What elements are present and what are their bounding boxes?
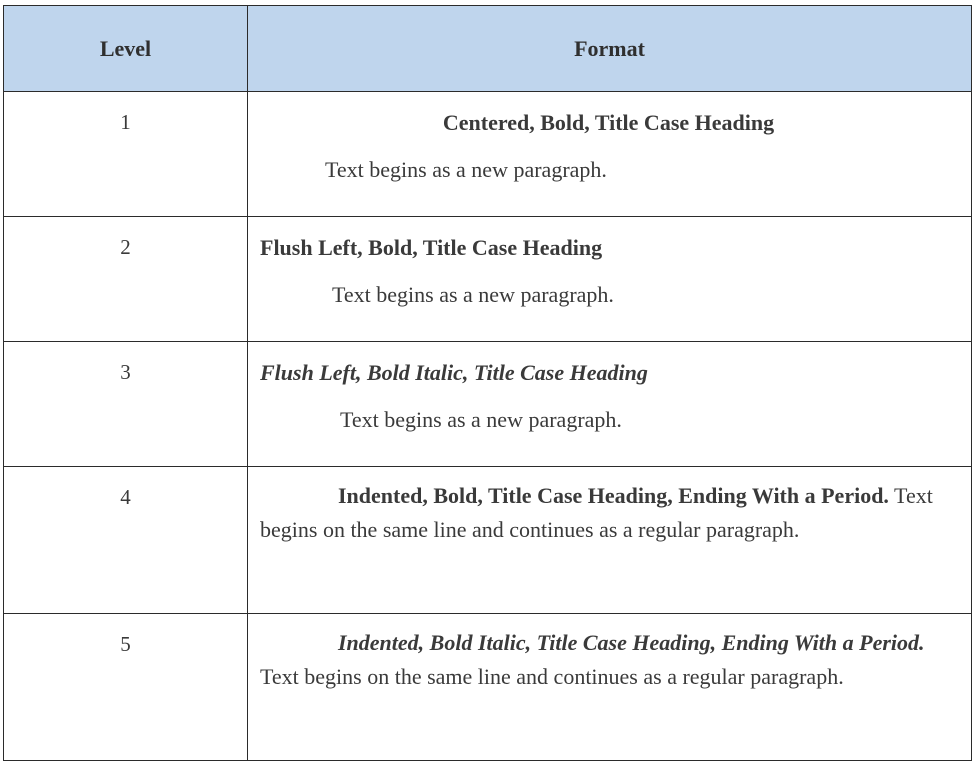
format-cell xyxy=(248,217,972,342)
format-cell xyxy=(248,342,972,467)
heading-example: Indented, Bold Italic, Title Case Heading, Ending With a Period. xyxy=(338,630,925,655)
level-cell: 3 xyxy=(4,342,248,467)
table-row xyxy=(4,614,972,761)
body-text-example: Text begins as a new paragraph. xyxy=(332,282,614,307)
body-text-example: Text begins as a new paragraph. xyxy=(325,157,607,182)
format-cell xyxy=(248,467,972,614)
table-row xyxy=(4,92,972,217)
format-cell xyxy=(248,92,972,217)
table-row xyxy=(4,467,972,614)
level-cell: 5 xyxy=(4,614,248,761)
format-column-header: Format xyxy=(248,6,972,92)
heading-example: Indented, Bold, Title Case Heading, Ending With a Period. xyxy=(338,483,889,508)
heading-example: Flush Left, Bold Italic, Title Case Heading xyxy=(260,360,648,385)
run-in-paragraph xyxy=(260,626,957,694)
level-cell: 1 xyxy=(4,92,248,217)
heading-levels-table xyxy=(3,5,972,761)
body-text-example: Text begins on the same line and continues as a regular paragraph. xyxy=(260,664,844,689)
run-in-paragraph xyxy=(260,479,957,547)
level-cell: 4 xyxy=(4,467,248,614)
format-cell xyxy=(248,614,972,761)
body-text-example: Text begins on the same line and continues as a regular paragraph. xyxy=(260,483,933,542)
header-row xyxy=(4,6,972,92)
table-row xyxy=(4,217,972,342)
level-column-header: Level xyxy=(4,6,248,92)
table-row xyxy=(4,342,972,467)
heading-example: Flush Left, Bold, Title Case Heading xyxy=(260,235,603,260)
body-text-example: Text begins as a new paragraph. xyxy=(340,407,622,432)
heading-example: Centered, Bold, Title Case Heading xyxy=(442,110,775,135)
level-cell: 2 xyxy=(4,217,248,342)
